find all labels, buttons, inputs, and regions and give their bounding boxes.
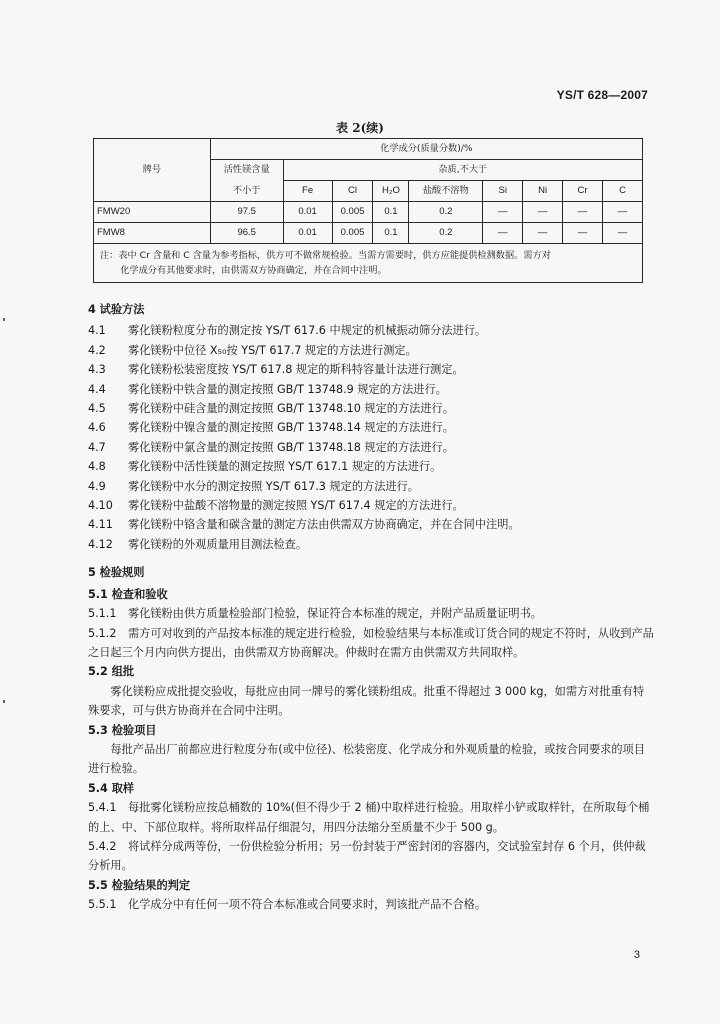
table-note (94, 244, 643, 283)
clause (88, 496, 654, 515)
clause-text: 每批雾化镁粉应按总桶数的 10%(但不得少于 2 桶)中取样进行检验。用取样小铲或取样针，在所取每个桶的上、中、下部位取样。将所取样品仔细混匀，用四分法缩分至质量不少于 500 g。 (88, 801, 650, 834)
value-cell: 0.005 (332, 223, 373, 244)
clause-text: 将试样分成两等份，一份供检验分析用；另一份封装于严密封闭的容器内，交试验室封存 6 个月，供仲裁分析用。 (88, 839, 646, 873)
value-cell: 0.01 (283, 223, 332, 244)
clause-number: 4.9 (88, 479, 106, 493)
col-header: Cr (563, 181, 603, 202)
document-body (88, 300, 654, 915)
grade-cell: FMW20 (94, 202, 211, 223)
value-cell: — (563, 223, 603, 244)
clause-text: 雾化镁粉中位径 X₅₀按 YS/T 617.7 规定的方法进行测定。 (128, 343, 417, 357)
page-number: 3 (633, 949, 640, 961)
clause-text: 雾化镁粉粒度分布的测定按 YS/T 617.6 中规定的机械振动筛分法进行。 (128, 324, 487, 338)
clause (88, 895, 654, 914)
value-cell: — (483, 223, 523, 244)
value-cell: 0.01 (283, 202, 332, 223)
col-header: Si (483, 181, 523, 202)
value-cell: 0.1 (373, 202, 409, 223)
clause-number: 4.2 (88, 343, 106, 357)
clause-number: 4.7 (88, 440, 106, 454)
scan-mark (3, 700, 5, 703)
subsection-heading: 5.1 检查和验收 (88, 587, 168, 601)
clause-number: 4.6 (88, 421, 106, 435)
col-header: Cl (332, 181, 373, 202)
section-heading: 5 检验规则 (88, 566, 145, 580)
clause-text: 雾化镁粉中镍含量的测定按照 GB/T 13748.14 规定的方法进行。 (128, 421, 454, 435)
header-grade: 牌号 (94, 139, 211, 202)
clause (88, 380, 654, 399)
header-active-mg: 活性镁含量 (210, 160, 283, 181)
clause-number: 4.8 (88, 460, 106, 474)
value-cell: — (563, 202, 603, 223)
clause-number: 4.3 (88, 363, 106, 377)
active-cell: 97.5 (210, 202, 283, 223)
header-impurity: 杂质,不大于 (283, 160, 642, 181)
value-cell: — (483, 202, 523, 223)
standard-code: YS/T 628—2007 (556, 88, 648, 102)
clause (88, 535, 654, 554)
clause (88, 399, 654, 418)
table-row (94, 202, 643, 223)
col-header: Ni (523, 181, 563, 202)
table-row (94, 223, 643, 244)
header-composition: 化学成分(质量分数)/% (210, 139, 642, 160)
clause-text: 雾化镁粉中硅含量的测定按照 GB/T 13748.10 规定的方法进行。 (128, 402, 454, 416)
clause-text: 雾化镁粉中铬含量和碳含量的测定方法由供需双方协商确定，并在合同中注明。 (128, 518, 520, 532)
clause-number: 5.4.1 (88, 801, 117, 815)
subsection-heading: 5.3 检验项目 (88, 723, 157, 737)
clause (88, 321, 654, 340)
clause-text: 雾化镁粉中氯含量的测定按照 GB/T 13748.18 规定的方法进行。 (128, 440, 454, 454)
value-cell: 0.005 (332, 202, 373, 223)
clause (88, 418, 654, 437)
clause-text: 雾化镁粉的外观质量用目测法检查。 (128, 537, 308, 551)
clause (88, 624, 654, 663)
subsection-heading: 5.4 取样 (88, 781, 135, 795)
col-header: Fe (283, 181, 332, 202)
table-note-line: 化学成分有其他要求时，由供需双方协商确定，并在合同中注明。 (120, 265, 387, 276)
value-cell: 0.2 (409, 223, 483, 244)
clause (88, 360, 654, 379)
col-header: 盐酸不溶物 (409, 181, 483, 202)
clause (88, 341, 654, 360)
col-header: C (603, 181, 643, 202)
value-cell: — (523, 223, 563, 244)
paragraph: 每批产品出厂前都应进行粒度分布(或中位径)、松装密度、化学成分和外观质量的检验，或按合同要求的项目进行检验。 (88, 742, 645, 776)
clause-number: 5.4.2 (88, 839, 117, 853)
value-cell: — (523, 202, 563, 223)
subsection-heading: 5.2 组批 (88, 665, 135, 679)
clause-number: 4.5 (88, 402, 106, 416)
clause-text: 雾化镁粉中水分的测定按照 YS/T 617.3 规定的方法进行。 (128, 479, 419, 493)
clause-number: 4.1 (88, 324, 106, 338)
clause-text: 雾化镁粉中盐酸不溶物量的测定按照 YS/T 617.4 规定的方法进行。 (128, 499, 464, 513)
col-header: H₂O (373, 181, 409, 202)
clause-number: 4.10 (88, 499, 113, 513)
subsection-heading: 5.5 检验结果的判定 (88, 878, 191, 892)
clause (88, 477, 654, 496)
table-note-line: 注：表中 Cr 含量和 C 含量为参考指标，供方可不做常规检验。当需方需要时，供方应能提供检测数据。需方对 (100, 250, 551, 261)
table-title: 表 2(续) (336, 121, 384, 135)
clause-text: 雾化镁粉由供方质量检验部门检验，保证符合本标准的规定，并附产品质量证明书。 (128, 607, 542, 621)
clause-text: 需方可对收到的产品按本标准的规定进行检验，如检验结果与本标准或订货合同的规定不符时，从收到产品之日起三个月内向供方提出，由供需双方协商解决。仲裁时在需方由供需双方共同取样。 (88, 626, 654, 659)
composition-table (93, 138, 643, 283)
clause-number: 4.12 (88, 537, 113, 551)
section-heading: 4 试验方法 (88, 303, 145, 316)
clause-text: 化学成分中有任何一项不符合本标准或合同要求时，判该批产品不合格。 (128, 898, 487, 912)
clause (88, 515, 654, 534)
clause (88, 457, 654, 476)
clause-text: 雾化镁粉松装密度按 YS/T 617.8 规定的斯科特容量计法进行测定。 (128, 363, 464, 377)
clause-number: 5.1.2 (88, 626, 117, 640)
clause (88, 438, 654, 457)
clause-number: 4.11 (88, 518, 113, 532)
header-min: 不小于 (210, 181, 283, 202)
clause-number: 4.4 (88, 382, 106, 396)
clause (88, 837, 654, 876)
value-cell: 0.2 (409, 202, 483, 223)
value-cell: — (603, 223, 643, 244)
scan-mark (3, 318, 5, 321)
active-cell: 96.5 (210, 223, 283, 244)
clause-number: 5.1.1 (88, 607, 117, 621)
value-cell: — (603, 202, 643, 223)
clause (88, 604, 654, 623)
paragraph: 雾化镁粉应成批提交验收，每批应由同一牌号的雾化镁粉组成。批重不得超过 3 000 kg，如需方对批重有特殊要求，可与供方协商并在合同中注明。 (88, 684, 645, 718)
clause-text: 雾化镁粉中铁含量的测定按照 GB/T 13748.9 规定的方法进行。 (128, 382, 447, 396)
grade-cell: FMW8 (94, 223, 211, 244)
clause-text: 雾化镁粉中活性镁量的测定按照 YS/T 617.1 规定的方法进行。 (128, 460, 442, 474)
value-cell: 0.1 (373, 223, 409, 244)
clause (88, 798, 654, 837)
clause-number: 5.5.1 (88, 898, 117, 912)
